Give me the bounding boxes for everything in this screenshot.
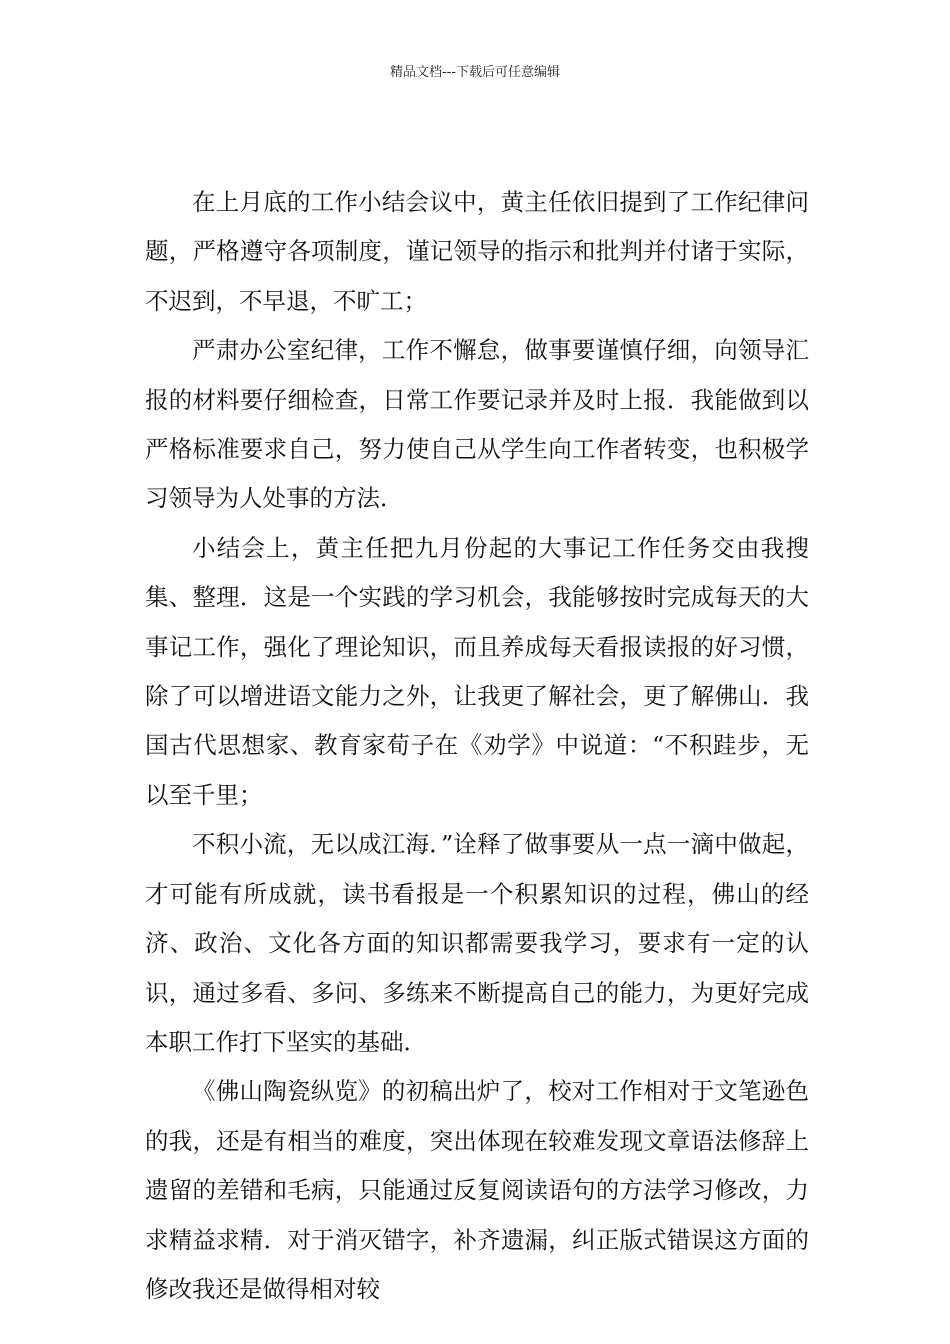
paragraph-5: 《佛山陶瓷纵览》的初稿出炉了，校对工作相对于文笔逊色的我，还是有相当的难度，突出体现在较难发现文章语法修辞上遗留的差错和毛病，只能通过反复阅读语句的方法学习修改，力求精益求精．对于消灭错字，补齐遗漏，纠正版式错误这方面的修改我还是做得相对较: [145, 1077, 809, 1303]
paragraph-3: 小结会上，黄主任把九月份起的大事记工作任务交由我搜集、整理．这是一个实践的学习机会，我能够按时完成每天的大事记工作，强化了理论知识，而且养成每天看报读报的好习惯，除了可以增进语文能力之外，让我更了解社会，更了解佛山．我国古代思想家、教育家荀子在《劝学》中说道：“不积跬步，无以至千里；: [145, 533, 809, 809]
paragraph-4: 不积小流，无以成江海．”诠释了做事要从一点一滴中做起，才可能有所成就，读书看报是一个积累知识的过程，佛山的经济、政治、文化各方面的知识都需要我学习，要求有一定的认识，通过多看、多问、多练来不断提高自己的能力，为更好完成本职工作打下坚实的基础．: [145, 830, 809, 1056]
page-header: 精品文档---下载后可任意编辑: [389, 65, 561, 80]
document-body: [145, 178, 809, 1314]
paragraph-1: 在上月底的工作小结会议中，黄主任依旧提到了工作纪律问题，严格遵守各项制度，谨记领导的指示和批判并付诸于实际，不迟到，不早退，不旷工；: [145, 188, 809, 315]
paragraph-2: 严肃办公室纪律，工作不懈怠，做事要谨慎仔细，向领导汇报的材料要仔细检查，日常工作要记录并及时上报．我能做到以严格标准要求自己，努力使自己从学生向工作者转变，也积极学习领导为人处事的方法．: [145, 336, 809, 513]
